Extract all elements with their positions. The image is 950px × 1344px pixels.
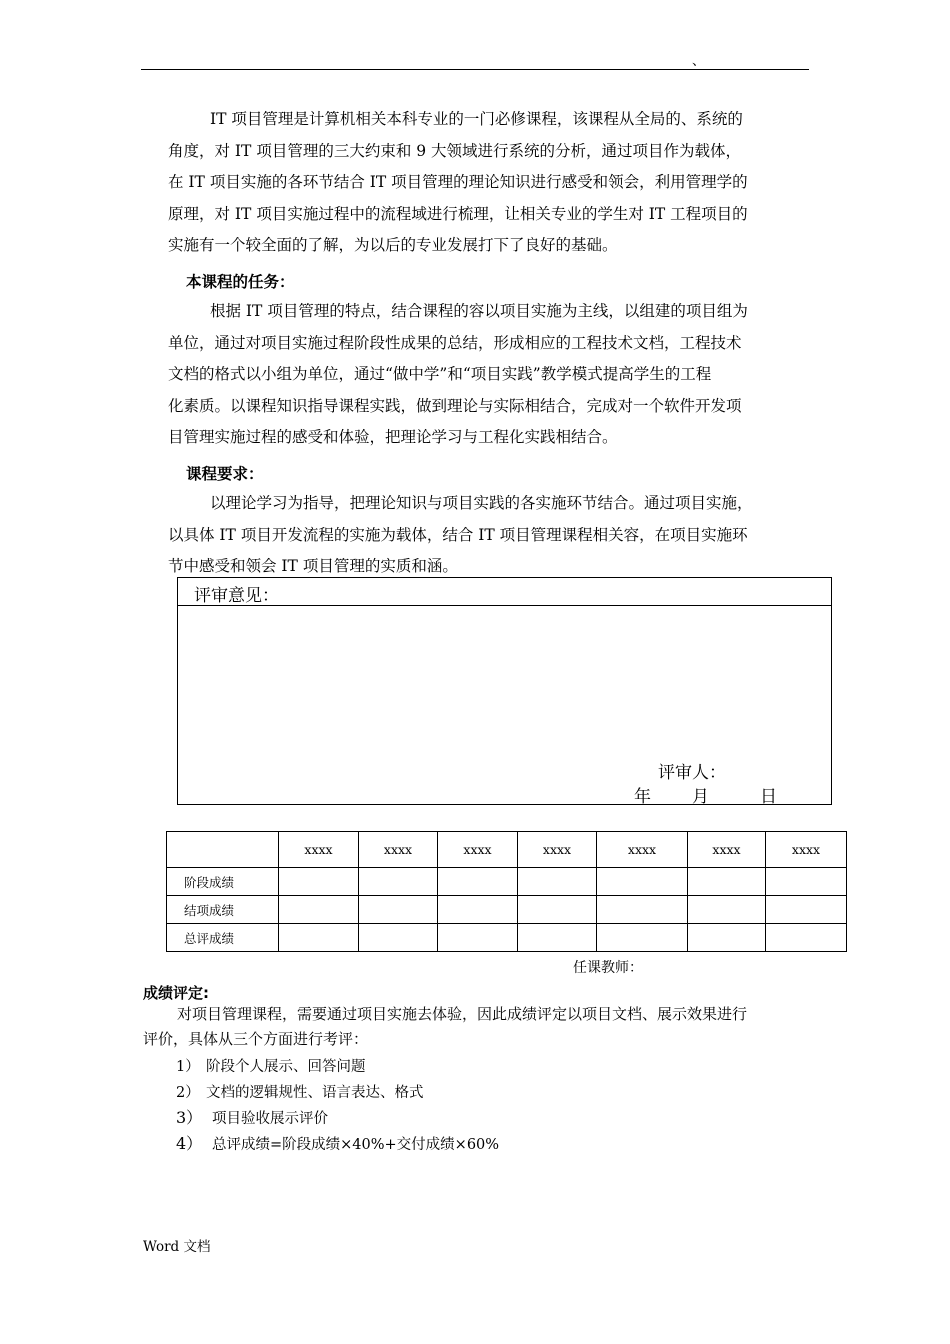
date-day-label: 日 (760, 787, 777, 807)
grade-cell (518, 924, 597, 952)
grading-line: 评价，具体从三个方面进行考评： (143, 1030, 369, 1048)
list-number: 1） (176, 1059, 200, 1075)
intro-line: 原理，对 IT 项目实施过程中的流程域进行梳理，让相关专业的学生对 IT 工程项目的 (168, 204, 748, 223)
list-number: 2） (176, 1085, 200, 1101)
table-header-cell: xxxx (766, 832, 847, 868)
grade-cell (359, 896, 438, 924)
requirements-line: 以具体 IT 项目开发流程的实施为载体，结合 IT 项目管理课程相关容，在项目实施环 (168, 525, 748, 544)
grade-cell (438, 924, 518, 952)
tasks-line: 单位，通过对项目实施过程阶段性成果的总结，形成相应的工程技术文档，工程技术 (168, 333, 742, 352)
table-header-cell: xxxx (518, 832, 597, 868)
table-header-cell: xxxx (597, 832, 688, 868)
grade-cell (279, 896, 359, 924)
header-mark: 、 (692, 54, 706, 69)
table-header-cell: xxxx (688, 832, 766, 868)
requirements-heading: 课程要求： (186, 465, 264, 483)
grade-cell (766, 924, 847, 952)
tasks-line: 化素质。以课程知识指导课程实践，做到理论与实际相结合，完成对一个软件开发项 (168, 396, 742, 415)
requirements-line: 节中感受和领会 IT 项目管理的实质和涵。 (168, 557, 458, 575)
list-text: 总评成绩=阶段成绩×40%+交付成绩×60% (212, 1137, 500, 1153)
list-item (176, 1081, 424, 1102)
header-rule (141, 69, 809, 70)
tasks-heading: 本课程的任务： (186, 273, 295, 291)
grade-cell (688, 868, 766, 896)
requirements-paragraph (168, 488, 798, 583)
tasks-line: 文档的格式以小组为单位，通过“做中学”和“项目实践”教学模式提高学生的工程 (168, 365, 712, 383)
review-box (177, 577, 832, 805)
list-text: 文档的逻辑规性、语言表达、格式 (206, 1085, 424, 1101)
table-row (167, 924, 847, 952)
table-header-cell: xxxx (359, 832, 438, 868)
intro-line: 在 IT 项目实施的各环节结合 IT 项目管理的理论知识进行感受和领会，利用管理学的 (168, 173, 748, 191)
row-label: 结项成绩 (167, 896, 279, 924)
intro-paragraph (168, 104, 798, 262)
grade-cell (597, 868, 688, 896)
review-title: 评审意见： (194, 586, 279, 606)
table-header-cell (167, 832, 279, 868)
requirements-line: 以理论学习为指导，把理论知识与项目实践的各实施环节结合。通过项目实施， (210, 494, 753, 512)
grade-cell (279, 924, 359, 952)
teacher-label: 任课教师： (573, 960, 643, 976)
grading-heading: 成绩评定: (143, 984, 209, 1002)
grade-cell (688, 896, 766, 924)
grade-cell (688, 924, 766, 952)
intro-line: 角度，对 IT 项目管理的三大约束和 9 大领域进行系统的分析，通过项目作为载体， (168, 141, 742, 160)
tasks-paragraph (168, 296, 798, 454)
grade-cell (359, 924, 438, 952)
date-month-label: 月 (692, 787, 709, 807)
table-header-cell: xxxx (279, 832, 359, 868)
grading-paragraph (143, 1002, 813, 1052)
footer-label: Word 文档 (143, 1239, 211, 1255)
list-item (176, 1105, 328, 1128)
grade-cell (766, 896, 847, 924)
tasks-line: 目管理实施过程的感受和体验，把理论学习与工程化实践相结合。 (168, 428, 618, 446)
intro-line: IT 项目管理是计算机相关本科专业的一门必修课程，该课程从全局的、系统的 (210, 110, 743, 128)
row-label: 总评成绩 (167, 924, 279, 952)
grade-cell (279, 868, 359, 896)
list-text: 项目验收展示评价 (212, 1111, 328, 1127)
date-year-label: 年 (634, 787, 651, 807)
list-item (176, 1131, 499, 1154)
grade-cell (359, 868, 438, 896)
grade-cell (438, 868, 518, 896)
table-row (167, 868, 847, 896)
grades-table (166, 831, 847, 952)
grade-cell (518, 896, 597, 924)
reviewer-label: 评审人： (658, 763, 726, 783)
list-number: 3） (176, 1108, 203, 1127)
list-item (176, 1055, 366, 1076)
list-text: 阶段个人展示、回答问题 (206, 1059, 366, 1075)
table-header-row (167, 832, 847, 868)
intro-line: 实施有一个较全面的了解，为以后的专业发展打下了良好的基础。 (168, 236, 618, 254)
grade-cell (438, 896, 518, 924)
grading-line: 对项目管理课程，需要通过项目实施去体验，因此成绩评定以项目文档、展示效果进行 (177, 1005, 748, 1023)
grade-cell (518, 868, 597, 896)
review-title-row (178, 578, 831, 606)
tasks-line: 根据 IT 项目管理的特点，结合课程的容以项目实施为主线，以组建的项目组为 (210, 302, 748, 320)
grade-cell (597, 896, 688, 924)
table-header-cell: xxxx (438, 832, 518, 868)
grade-cell (597, 924, 688, 952)
list-number: 4） (176, 1134, 203, 1153)
table-row (167, 896, 847, 924)
grade-cell (766, 868, 847, 896)
row-label: 阶段成绩 (167, 868, 279, 896)
